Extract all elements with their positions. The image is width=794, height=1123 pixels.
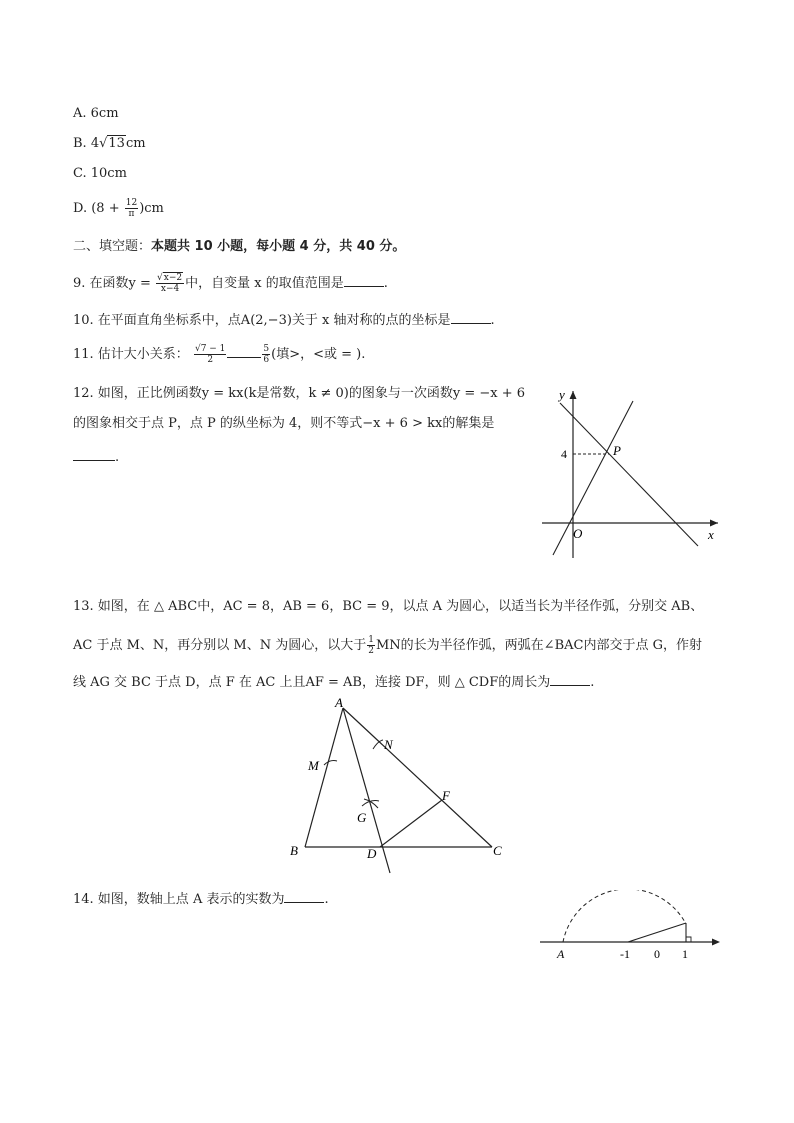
q14-answer-blank[interactable] bbox=[284, 890, 324, 903]
option-d-fraction bbox=[125, 198, 138, 219]
hypotenuse bbox=[628, 923, 686, 942]
q13-line-1: 13. 如图，在 △ ABC中，AC = 8，AB = 6，BC = 9，以点 A 为圆心，以适当长为半径作弧，分别交 AB、 bbox=[73, 599, 704, 614]
q13-line2-b: MN的长为半径作弧，两弧在∠BAC内部交于点 G，作射 bbox=[375, 638, 702, 653]
q9-num-radicand: x−2 bbox=[163, 273, 183, 283]
q10-answer-blank[interactable] bbox=[451, 311, 491, 324]
option-a: A. 6cm bbox=[73, 106, 119, 121]
q14-end: . bbox=[324, 892, 329, 907]
sqrt-symbol: √ bbox=[99, 136, 108, 151]
vertex-b-label: B bbox=[290, 843, 298, 858]
point-n-label: N bbox=[384, 737, 393, 752]
question-11 bbox=[73, 344, 365, 365]
q9-prefix: 9. 在函数y = bbox=[73, 276, 151, 291]
vertex-c-label: C bbox=[493, 843, 502, 858]
line-y-neg-x-plus-6 bbox=[560, 403, 698, 546]
q11-prefix: 11. 估计大小关系： bbox=[73, 347, 189, 362]
x-axis-arrow bbox=[710, 520, 718, 527]
point-f-label: F bbox=[442, 788, 450, 803]
q11-text: (填>，<或 = ). bbox=[271, 347, 366, 362]
section-prefix: 二、填空题： bbox=[73, 239, 152, 254]
tick-0-label: 0 bbox=[654, 947, 660, 961]
question-9 bbox=[73, 273, 388, 294]
q11-fraction-2 bbox=[262, 344, 270, 365]
tick-1-label: 1 bbox=[682, 947, 688, 961]
figure-13-triangle bbox=[280, 695, 510, 880]
q11-fraction-1 bbox=[194, 344, 226, 365]
section-text: 本题共 10 小题，每小题 4 分，共 40 分。 bbox=[151, 239, 406, 254]
number-line-arrow bbox=[712, 939, 720, 946]
q13-half bbox=[367, 635, 375, 656]
q10-text: 10. 在平面直角坐标系中，点A(2,−3)关于 x 轴对称的点的坐标是 bbox=[73, 313, 451, 328]
q12-line-3 bbox=[73, 448, 119, 467]
segment-df bbox=[380, 800, 442, 847]
q9-den: x−4 bbox=[160, 284, 180, 294]
option-d-num: 12 bbox=[125, 198, 138, 208]
option-d-den: π bbox=[128, 209, 135, 219]
dashed-arc bbox=[563, 890, 686, 942]
option-b-suffix: cm bbox=[125, 136, 146, 151]
line-y-kx bbox=[553, 401, 633, 555]
q10-end: . bbox=[490, 313, 495, 328]
q13-line-2 bbox=[73, 635, 702, 656]
right-angle-mark bbox=[686, 937, 691, 942]
q11-num2: 5 bbox=[263, 344, 270, 354]
q11-den2: 6 bbox=[263, 355, 270, 365]
option-c: C. 10cm bbox=[73, 166, 127, 181]
point-a-label: A bbox=[557, 947, 565, 961]
point-m-label: M bbox=[308, 758, 319, 773]
q12-line-1: 12. 如图，正比例函数y = kx(k是常数，k ≠ 0)的图象与一次函数y = −x + 6 bbox=[73, 386, 525, 401]
q12-end: . bbox=[115, 450, 120, 465]
y-axis-arrow bbox=[570, 391, 577, 399]
option-b-prefix: B. 4 bbox=[73, 136, 100, 151]
tick-4-label: 4 bbox=[561, 447, 567, 461]
q9-fraction bbox=[156, 273, 184, 294]
figure-14-number-line bbox=[535, 890, 725, 970]
point-g-label: G bbox=[357, 810, 367, 825]
q12-line-2: 的图象相交于点 P，点 P 的纵坐标为 4，则不等式−x + 6 > kx的解集是 bbox=[73, 416, 495, 431]
figure-12-graph bbox=[530, 383, 730, 563]
option-b bbox=[73, 135, 146, 153]
q9-num: √x−2 bbox=[157, 273, 183, 283]
vertex-a-label: A bbox=[335, 695, 343, 710]
q13-half-den: 2 bbox=[368, 646, 374, 656]
q9-answer-blank[interactable] bbox=[344, 274, 384, 287]
question-10 bbox=[73, 311, 495, 330]
q11-den1: 2 bbox=[207, 355, 214, 365]
q9-end: . bbox=[383, 276, 388, 291]
side-ac bbox=[343, 708, 492, 847]
q13-end: . bbox=[590, 675, 595, 690]
q11-num1: √7 − 1 bbox=[194, 344, 226, 354]
option-d-prefix: D. (8 + bbox=[73, 201, 120, 216]
q12-answer-blank[interactable] bbox=[73, 448, 115, 461]
option-b-radicand: 13 bbox=[108, 136, 125, 151]
q13-line3: 线 AG 交 BC 于点 D，点 F 在 AC 上且AF = AB，连接 DF，则 △ CDF的周长为 bbox=[73, 675, 551, 690]
point-d-label: D bbox=[367, 846, 377, 861]
q13-answer-blank[interactable] bbox=[550, 673, 590, 686]
section-heading bbox=[73, 238, 405, 256]
point-p-label: P bbox=[613, 443, 621, 458]
option-d-suffix: )cm bbox=[139, 201, 164, 216]
side-ab bbox=[305, 708, 343, 847]
q11-answer-blank[interactable] bbox=[227, 345, 261, 358]
q13-line2-a: AC 于点 M、N，再分别以 M、N 为圆心，以大于 bbox=[73, 638, 367, 653]
q13-line-3 bbox=[73, 673, 594, 692]
q14-text: 14. 如图，数轴上点 A 表示的实数为 bbox=[73, 892, 285, 907]
arc-m bbox=[324, 761, 337, 766]
x-label: x bbox=[708, 527, 714, 542]
q9-text: 中，自变量 x 的取值范围是 bbox=[185, 276, 344, 291]
option-d bbox=[73, 198, 164, 219]
tick-neg1-label: -1 bbox=[620, 947, 630, 961]
question-14 bbox=[73, 890, 329, 909]
y-label: y bbox=[559, 387, 565, 402]
q13-half-num: 1 bbox=[368, 635, 374, 645]
origin-label: O bbox=[573, 526, 583, 541]
